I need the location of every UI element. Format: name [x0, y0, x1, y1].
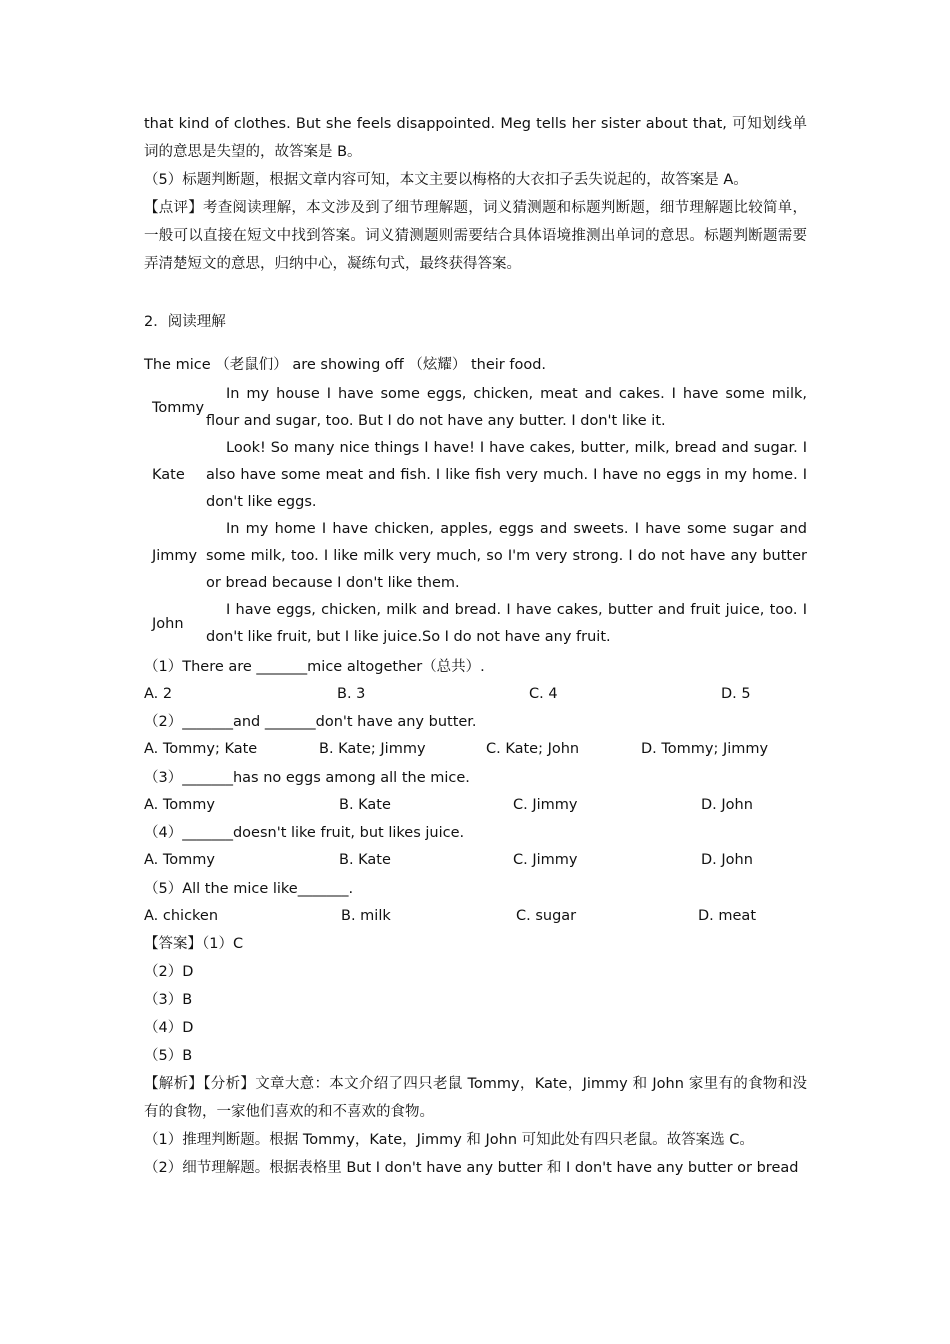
question-3-options — [144, 792, 807, 820]
option-d: D. meat — [698, 907, 756, 924]
question-1-stem: （1）There are _______mice altogether（总共）. — [144, 658, 485, 675]
option-c: C. sugar — [516, 907, 577, 924]
question-1-options — [144, 681, 807, 709]
answer-line-3: （3）B — [144, 992, 193, 1008]
mice-row-tommy — [144, 381, 807, 435]
mice-row-john — [144, 597, 807, 651]
mouse-name: John — [152, 615, 184, 632]
section-intro: The mice （老鼠们） are showing off （炫耀） their food. — [144, 356, 547, 373]
option-c: C. Jimmy — [513, 852, 578, 868]
answer-line-1: 【答案】（1）C — [144, 936, 244, 952]
mouse-name: Jimmy — [152, 548, 198, 564]
option-a: A. Tommy; Kate — [144, 741, 258, 757]
mouse-name: Kate — [152, 467, 185, 483]
option-d: D. Tommy; Jimmy — [641, 741, 769, 757]
section-heading: 2．阅读理解 — [144, 314, 226, 330]
option-a: A. 2 — [144, 685, 173, 702]
mice-table — [144, 381, 807, 651]
option-b: B. Kate; Jimmy — [319, 741, 426, 757]
option-a: A. Tommy — [144, 796, 215, 813]
analysis-point-1: （1）推理判断题。根据 Tommy，Kate，Jimmy 和 John 可知此处有四只老鼠。故答案选 C。 — [144, 1132, 754, 1148]
analysis-point-2: （2）细节理解题。根据表格里 But I don't have any butter 和 I don't have any butter or bread — [144, 1160, 799, 1176]
question-4-stem: （4）_______doesn't like fruit, but likes juice. — [144, 825, 465, 841]
option-d: D. John — [701, 852, 753, 868]
mouse-text: In my house I have some eggs, chicken, meat and cakes. I have some milk, flour and sugar, too. But I do not have any butter. I don't like it. — [206, 385, 807, 429]
question-5-stem: （5）All the mice like_______. — [144, 880, 354, 897]
mouse-text: I have eggs, chicken, milk and bread. I have cakes, butter and fruit juice, too. I don't like fruit, but I like juice.So I do not have any fruit. — [206, 601, 807, 645]
option-b: B. 3 — [337, 685, 366, 702]
mice-row-kate — [144, 435, 807, 516]
answer-line-4: （4）D — [144, 1020, 194, 1036]
option-c: C. 4 — [529, 685, 558, 702]
answer-line-2: （2）D — [144, 964, 194, 980]
continuation-line-1: that kind of clothes. But she feels disappointed. Meg tells her sister about that, 可知划线单词的意思是失望的，故答案是 B。 — [144, 116, 807, 160]
mice-row-jimmy — [144, 516, 807, 597]
document-page — [144, 110, 807, 1182]
answer-line-5: （5）B — [144, 1048, 193, 1064]
comment-paragraph: 【点评】考查阅读理解，本文涉及到了细节理解题，词义猜测题和标题判断题，细节理解题比较简单，一般可以直接在短文中找到答案。词义猜测题则需要结合具体语境推测出单词的意思。标题判断题需要弄清楚短文的意思，归纳中心，凝练句式，最终获得答案。 — [144, 200, 807, 272]
option-c: C. Kate; John — [486, 741, 580, 757]
option-b: B. Kate — [339, 796, 391, 813]
mouse-name: Tommy — [152, 399, 205, 416]
mouse-text: Look! So many nice things I have! I have cakes, butter, milk, bread and sugar. I also have some meat and fish. I like fish very much. I have no eggs in my home. I don't like eggs. — [206, 439, 807, 510]
question-3-stem: （3）_______has no eggs among all the mice. — [144, 769, 470, 786]
option-a: A. Tommy — [144, 852, 215, 868]
option-d: D. John — [701, 796, 753, 813]
question-4-options — [144, 847, 807, 875]
analysis-main: 【解析】【分析】文章大意：本文介绍了四只老鼠 Tommy，Kate，Jimmy 和 John 家里有的食物和没有的食物，一家他们喜欢的和不喜欢的食物。 — [144, 1076, 807, 1120]
question-2-stem: （2）_______and _______don't have any butter. — [144, 714, 477, 730]
question-2-options — [144, 736, 807, 764]
option-b: B. Kate — [339, 852, 391, 868]
continuation-line-2: （5）标题判断题，根据文章内容可知，本文主要以梅格的大衣扣子丢失说起的，故答案是 A。 — [144, 172, 748, 188]
mouse-text: In my home I have chicken, apples, eggs and sweets. I have some sugar and some milk, too. I like milk very much, so I'm very strong. I do not have any butter or bread because I don't like them. — [206, 520, 807, 591]
option-b: B. milk — [341, 907, 391, 924]
question-5-options — [144, 903, 807, 931]
option-a: A. chicken — [144, 907, 219, 924]
option-c: C. Jimmy — [513, 796, 578, 813]
option-d: D. 5 — [721, 685, 751, 702]
